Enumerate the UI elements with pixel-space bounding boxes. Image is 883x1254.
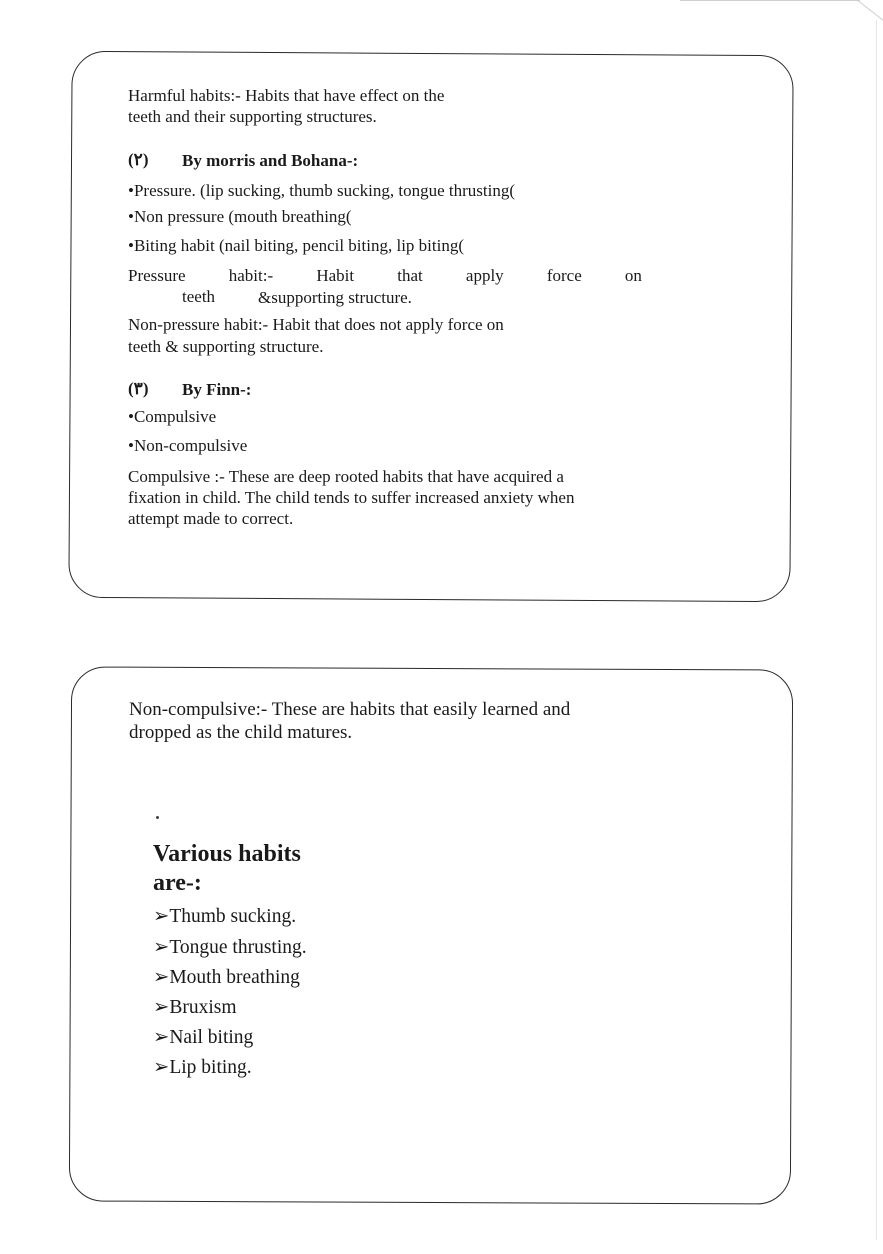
heading-3-number: (٣) <box>128 379 149 398</box>
noncompulsive-line-1: Non-compulsive:- These are habits that easily learned and <box>129 699 571 720</box>
word: on <box>624 266 642 285</box>
word: Pressure <box>128 266 186 285</box>
various-habits-heading-line-1: Various habits <box>153 841 301 867</box>
word: force <box>546 266 582 285</box>
harmful-habits-line-1: Harmful habits:- Habits that have effect on the <box>128 86 445 105</box>
bullet-item: •Non pressure (mouth breathing( <box>128 207 352 226</box>
bullet-item: •Compulsive <box>128 407 217 426</box>
heading-2-number: (٢) <box>128 150 149 169</box>
slide-frame-2 <box>69 666 793 1204</box>
bullet-item: •Pressure. (lip sucking, thumb sucking, tongue thrusting( <box>128 181 515 200</box>
word: that <box>397 266 423 285</box>
noncompulsive-line-2: dropped as the child matures. <box>129 722 353 743</box>
heading-3-title: By Finn-: <box>182 380 252 399</box>
pressure-habit-line-1 <box>128 266 642 286</box>
habit-list-item: ➢Bruxism <box>153 997 237 1018</box>
scan-corner-line <box>680 0 860 1</box>
scan-right-edge <box>876 20 877 1240</box>
heading-2-title: By morris and Bohana-: <box>182 151 359 170</box>
stray-dot <box>156 816 159 819</box>
compulsive-line-2: fixation in child. The child tends to suffer increased anxiety when <box>128 488 575 507</box>
compulsive-line-3: attempt made to correct. <box>128 509 294 528</box>
word: habit:- <box>228 266 274 285</box>
scan-corner-fold <box>857 0 883 23</box>
bullet-item: •Biting habit (nail biting, pencil biting, lip biting( <box>128 236 465 255</box>
nonpressure-habit-line-1: Non-pressure habit:- Habit that does not apply force on <box>128 315 504 334</box>
habit-list-item: ➢Nail biting <box>153 1027 254 1048</box>
word: apply <box>465 266 504 285</box>
harmful-habits-line-2: teeth and their supporting structures. <box>128 107 377 126</box>
various-habits-heading-line-2: are-: <box>153 870 202 896</box>
pressure-habit-line-2a: teeth <box>182 287 216 306</box>
word: Habit <box>316 266 355 285</box>
habit-list-item: ➢Thumb sucking. <box>153 906 297 927</box>
nonpressure-habit-line-2: teeth & supporting structure. <box>128 337 324 356</box>
habit-list-item: ➢Lip biting. <box>153 1057 252 1078</box>
compulsive-line-1: Compulsive :- These are deep rooted habits that have acquired a <box>128 467 564 486</box>
habit-list-item: ➢Mouth breathing <box>153 967 300 988</box>
bullet-item: •Non-compulsive <box>128 436 248 455</box>
habit-list-item: ➢Tongue thrusting. <box>153 937 307 958</box>
pressure-habit-line-2b: &supporting structure. <box>258 288 412 307</box>
